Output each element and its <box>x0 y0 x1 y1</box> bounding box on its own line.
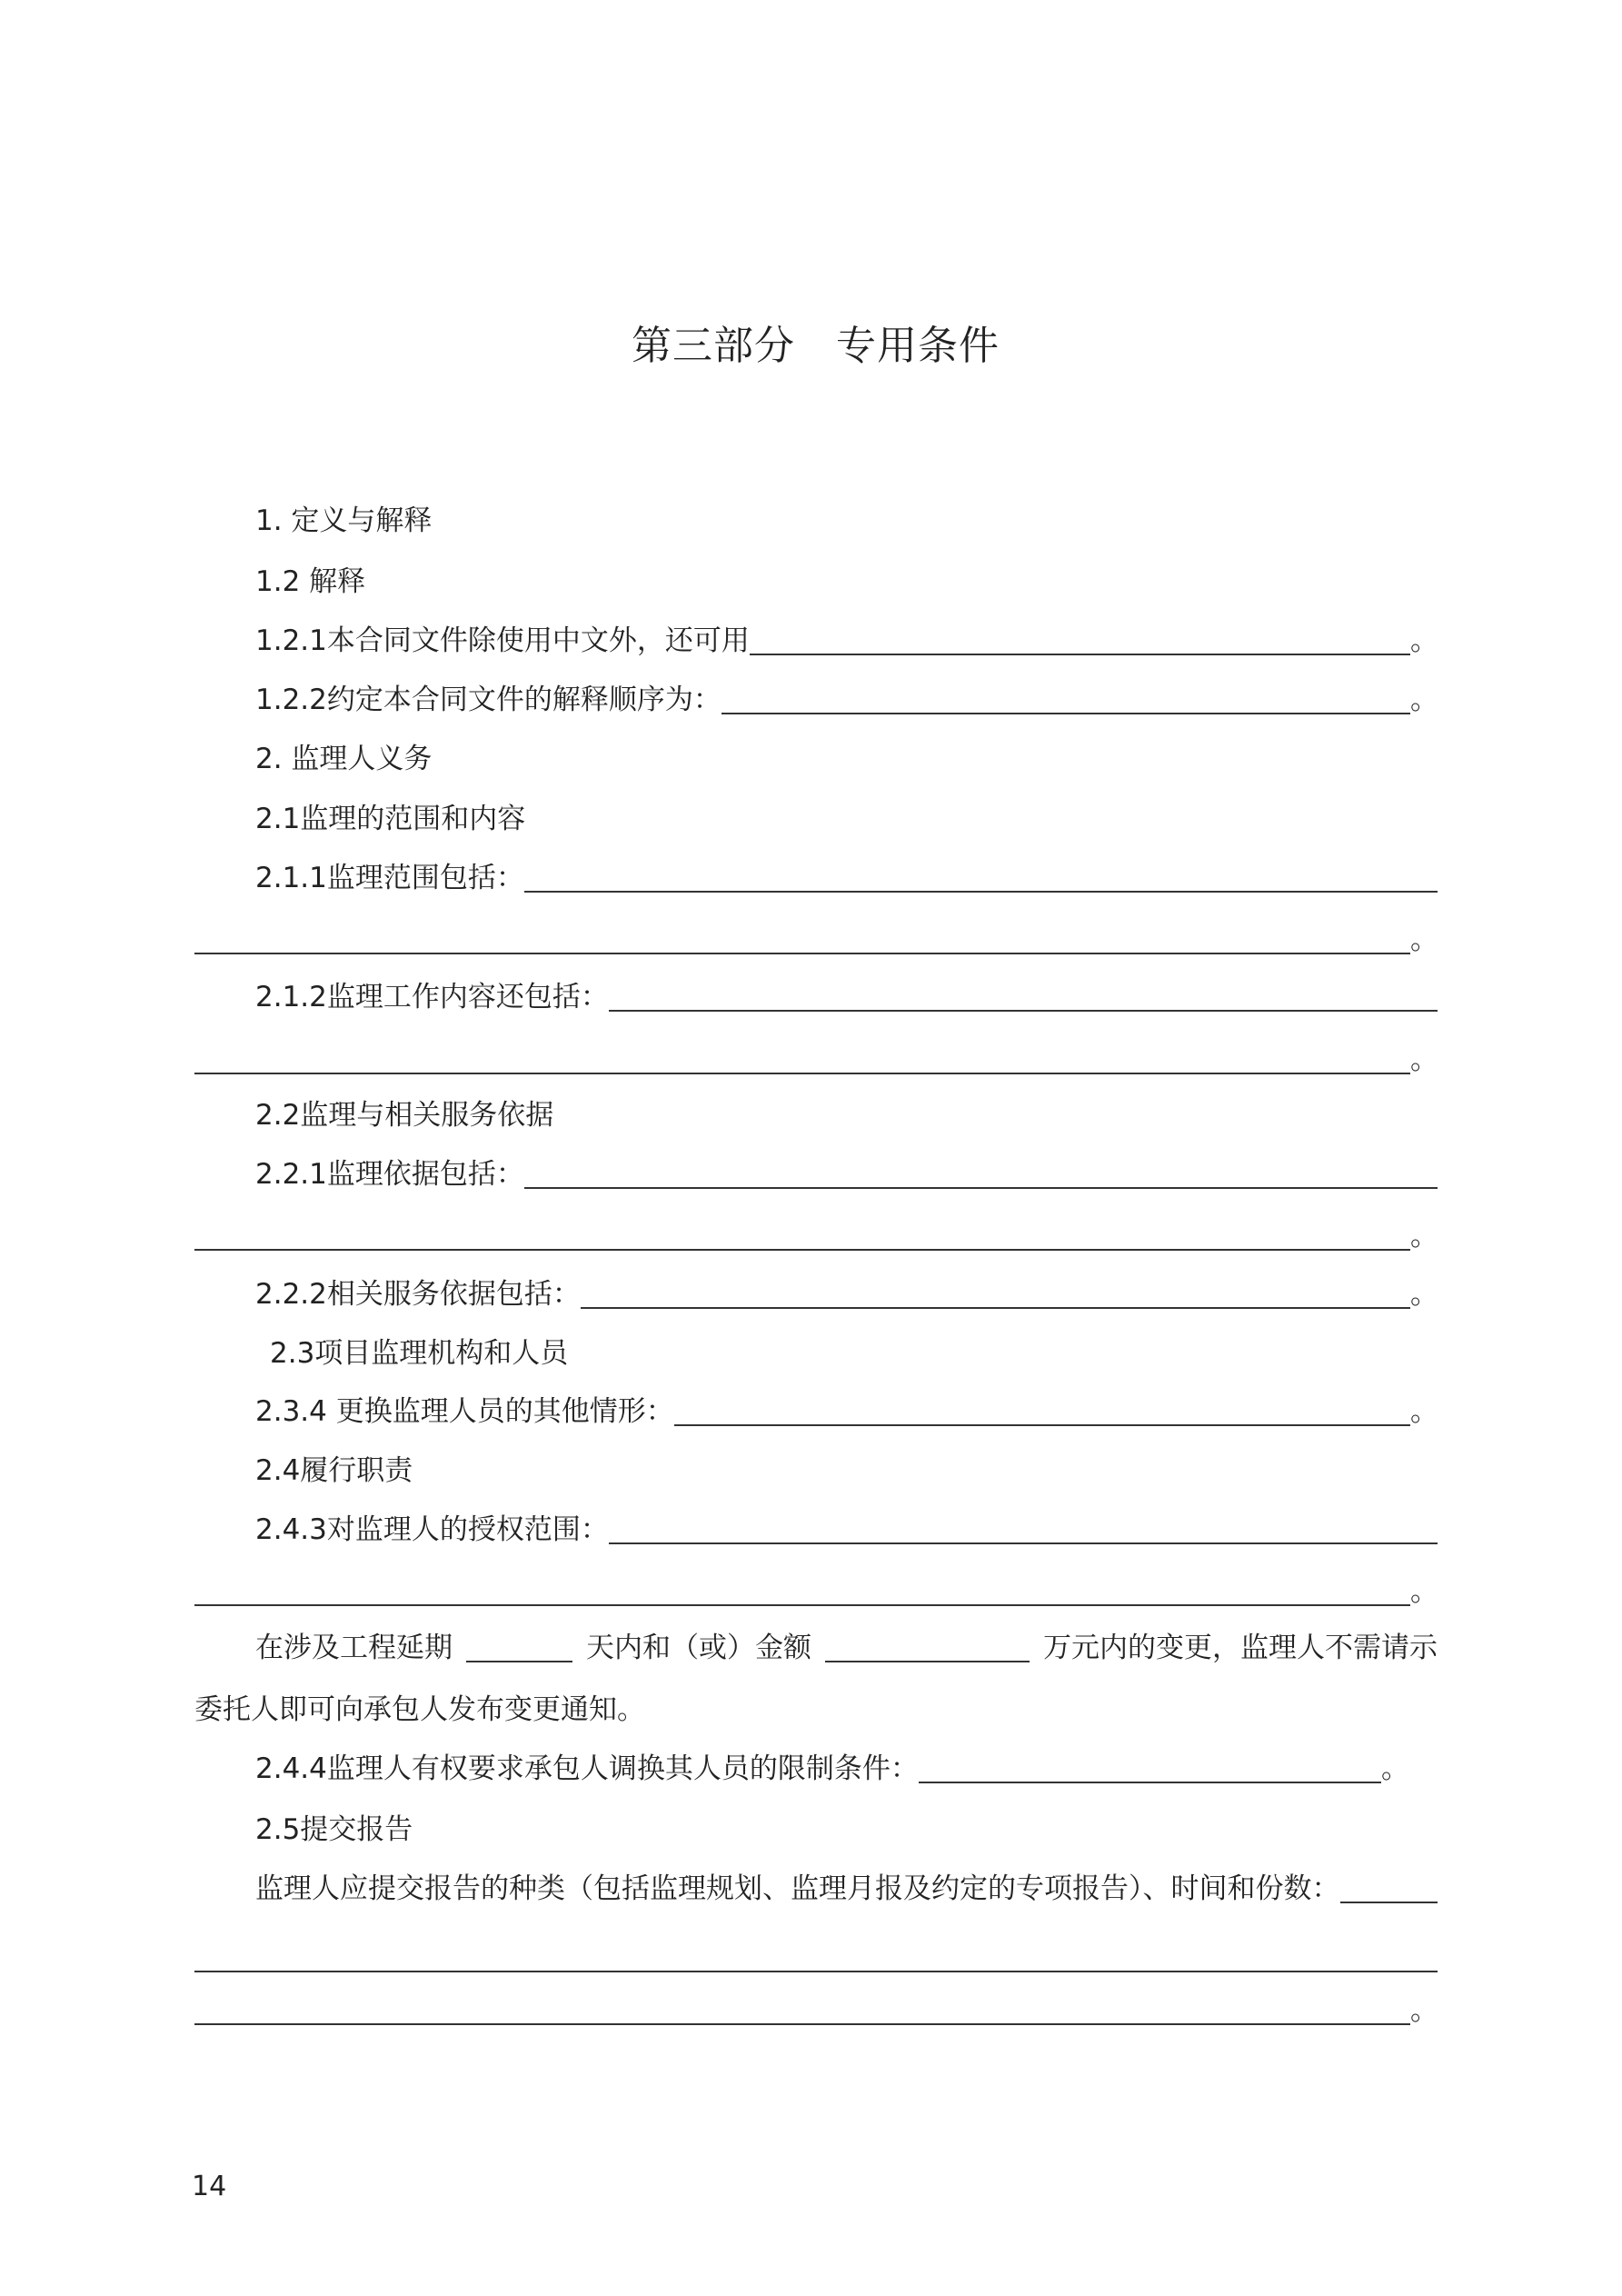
text: 2.3项目监理机构和人员 <box>270 1337 569 1370</box>
text: 1.2.2约定本合同文件的解释顺序为： <box>255 684 721 716</box>
period: 。 <box>1410 1278 1438 1311</box>
clause-row <box>255 603 1438 661</box>
section-heading <box>255 721 1438 779</box>
clause-row <box>255 1373 1438 1432</box>
clause-row <box>194 1198 1438 1256</box>
period: 。 <box>1410 684 1438 716</box>
clause-row <box>255 1256 1438 1314</box>
clause-row <box>255 1492 1438 1550</box>
clause-row <box>194 1553 1438 1612</box>
page-number: 14 <box>192 2171 227 2202</box>
text: 1.2.1本合同文件除使用中文外，还可用 <box>255 624 750 657</box>
clause-row <box>255 1731 1408 1789</box>
fill-blank[interactable] <box>194 1987 1410 2025</box>
text: 1.2 解释 <box>255 565 366 598</box>
text: 2.4.4监理人有权要求承包人调换其人员的限制条件： <box>255 1752 919 1785</box>
fill-blank[interactable] <box>721 676 1410 714</box>
fill-blank[interactable] <box>194 916 1410 954</box>
period: 。 <box>1410 1395 1438 1428</box>
period: 。 <box>1410 624 1438 657</box>
text: 万元内的变更，监理人不需请示 <box>1043 1632 1438 1664</box>
clause-row <box>194 902 1438 960</box>
fill-blank[interactable] <box>194 1213 1410 1251</box>
clause-row <box>255 1851 1438 1909</box>
fill-blank[interactable] <box>194 1568 1410 1606</box>
fill-blank[interactable] <box>194 1934 1438 1972</box>
fill-blank[interactable] <box>609 973 1438 1012</box>
fill-blank[interactable] <box>524 1151 1438 1189</box>
period: 。 <box>1410 1994 1438 2027</box>
text: 2.1.2监理工作内容还包括： <box>255 981 609 1013</box>
section-heading <box>255 483 1438 541</box>
text: 2.4履行职责 <box>255 1454 413 1487</box>
period: 。 <box>1410 1220 1438 1253</box>
page-title: 第三部分 专用条件 <box>632 323 1000 369</box>
days-blank[interactable] <box>466 1624 572 1662</box>
clause-row <box>255 1136 1438 1194</box>
clause-row <box>255 662 1438 720</box>
text: 2.2监理与相关服务依据 <box>255 1099 554 1132</box>
clause-row <box>194 1972 1438 2031</box>
period: 。 <box>1381 1752 1409 1785</box>
text: 2.1监理的范围和内容 <box>255 803 526 835</box>
clause-row <box>194 1022 1438 1080</box>
text: 2.1.1监理范围包括： <box>255 862 524 894</box>
text: 委托人即可向承包人发布变更通知。 <box>194 1693 645 1726</box>
period: 。 <box>1410 923 1438 956</box>
clause-row <box>255 959 1438 1017</box>
fill-blank[interactable] <box>674 1388 1410 1426</box>
section-heading <box>255 1792 1438 1850</box>
paragraph-row <box>194 1672 1438 1730</box>
clause-row <box>194 1920 1438 1978</box>
text: 2.2.1监理依据包括： <box>255 1158 524 1191</box>
text: 在涉及工程延期 <box>255 1632 453 1664</box>
amount-blank[interactable] <box>825 1624 1030 1662</box>
text: 2.5提交报告 <box>255 1813 413 1846</box>
period: 。 <box>1410 1043 1438 1076</box>
text: 2.4.3对监理人的授权范围： <box>255 1513 609 1546</box>
text: 2. 监理人义务 <box>255 743 433 775</box>
clause-row <box>255 840 1438 898</box>
fill-blank[interactable] <box>750 617 1410 655</box>
fill-blank[interactable] <box>1340 1865 1438 1903</box>
text: 2.3.4 更换监理人员的其他情形： <box>255 1395 674 1428</box>
section-heading <box>255 781 1438 839</box>
fill-blank[interactable] <box>524 854 1438 893</box>
section-heading <box>255 1433 1438 1491</box>
section-heading <box>255 1077 1438 1135</box>
section-heading <box>270 1315 1438 1373</box>
fill-blank[interactable] <box>194 1036 1410 1074</box>
text: 天内和（或）金额 <box>586 1632 811 1664</box>
period: 。 <box>1410 1575 1438 1608</box>
text: 监理人应提交报告的种类（包括监理规划、监理月报及约定的专项报告）、时间和份数： <box>255 1872 1340 1905</box>
fill-blank[interactable] <box>919 1745 1381 1783</box>
text: 2.2.2相关服务依据包括： <box>255 1278 581 1311</box>
section-heading <box>255 544 1438 602</box>
fill-blank[interactable] <box>581 1271 1410 1309</box>
paragraph-row <box>255 1610 1438 1668</box>
text: 1. 定义与解释 <box>255 504 433 537</box>
fill-blank[interactable] <box>609 1506 1438 1544</box>
